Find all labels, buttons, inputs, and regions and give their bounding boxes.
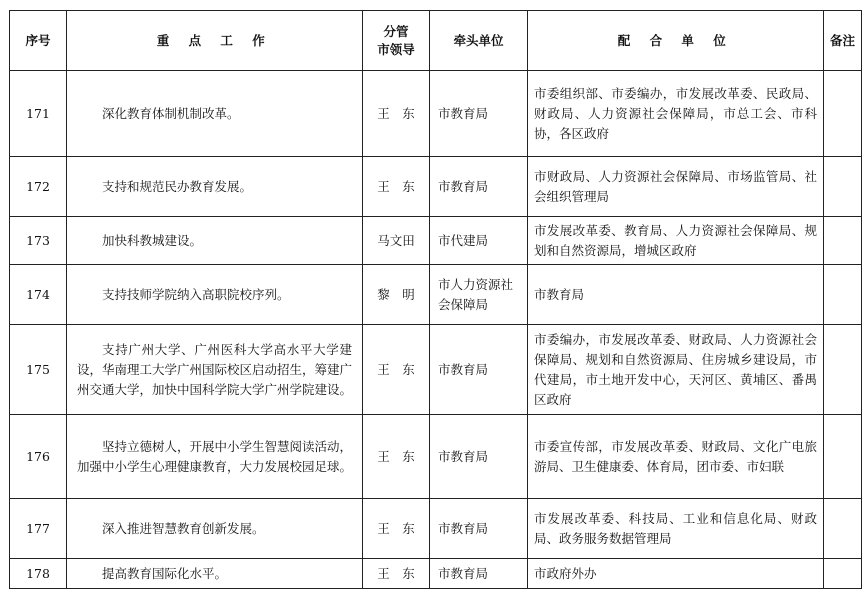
row-work: 支持和规范民办教育发展。 — [67, 157, 363, 217]
row-lead-unit: 市教育局 — [430, 499, 528, 559]
row-lead-unit: 市教育局 — [430, 71, 528, 157]
table-row — [10, 71, 862, 157]
row-work: 深入推进智慧教育创新发展。 — [67, 499, 363, 559]
row-lead-unit: 市教育局 — [430, 325, 528, 415]
row-leader: 王 东 — [363, 499, 430, 559]
table-row — [10, 325, 862, 415]
row-work: 支持技师学院纳入高职院校序列。 — [67, 265, 363, 325]
table-row — [10, 217, 862, 265]
header-row — [10, 11, 862, 71]
row-lead-unit: 市人力资源社会保障局 — [430, 265, 528, 325]
row-no: 172 — [10, 157, 67, 217]
row-leader: 王 东 — [363, 157, 430, 217]
row-work: 提高教育国际化水平。 — [67, 559, 363, 589]
header-no: 序号 — [10, 11, 67, 71]
row-work: 支持广州大学、广州医科大学高水平大学建设，华南理工大学广州国际校区启动招生，筹建广州交通大学，加快中国科学院大学广州学院建设。 — [67, 325, 363, 415]
row-remark — [824, 559, 862, 589]
row-work: 加快科教城建设。 — [67, 217, 363, 265]
row-no: 176 — [10, 415, 67, 499]
row-no: 171 — [10, 71, 67, 157]
row-leader: 黎 明 — [363, 265, 430, 325]
row-coop-units: 市委组织部、市委编办，市发展改革委、民政局、财政局、人力资源社会保障局，市总工会、市科协，各区政府 — [528, 71, 824, 157]
row-no: 174 — [10, 265, 67, 325]
row-no: 175 — [10, 325, 67, 415]
row-coop-units: 市发展改革委、教育局、人力资源社会保障局、规划和自然资源局，增城区政府 — [528, 217, 824, 265]
row-no: 177 — [10, 499, 67, 559]
row-leader: 王 东 — [363, 71, 430, 157]
row-work: 深化教育体制机制改革。 — [67, 71, 363, 157]
table-row — [10, 157, 862, 217]
header-remark: 备注 — [824, 11, 862, 71]
row-work: 坚持立德树人，开展中小学生智慧阅读活动，加强中小学生心理健康教育，大力发展校园足球。 — [67, 415, 363, 499]
row-remark — [824, 71, 862, 157]
row-coop-units: 市发展改革委、科技局、工业和信息化局、财政局、政务服务数据管理局 — [528, 499, 824, 559]
row-remark — [824, 217, 862, 265]
row-lead-unit: 市教育局 — [430, 157, 528, 217]
table-row — [10, 499, 862, 559]
row-no: 178 — [10, 559, 67, 589]
row-no: 173 — [10, 217, 67, 265]
row-remark — [824, 157, 862, 217]
row-remark — [824, 499, 862, 559]
row-lead-unit: 市教育局 — [430, 559, 528, 589]
table-row — [10, 559, 862, 589]
header-coop-units: 配 合 单 位 — [528, 11, 824, 71]
row-leader: 马文田 — [363, 217, 430, 265]
row-leader: 王 东 — [363, 415, 430, 499]
header-lead-unit: 牵头单位 — [430, 11, 528, 71]
row-lead-unit: 市代建局 — [430, 217, 528, 265]
row-leader: 王 东 — [363, 325, 430, 415]
row-coop-units: 市委编办，市发展改革委、财政局、人力资源社会保障局、规划和自然资源局、住房城乡建设局，市代建局，市土地开发中心，天河区、黄埔区、番禺区政府 — [528, 325, 824, 415]
row-coop-units: 市财政局、人力资源社会保障局、市场监管局、社会组织管理局 — [528, 157, 824, 217]
row-coop-units: 市教育局 — [528, 265, 824, 325]
row-lead-unit: 市教育局 — [430, 415, 528, 499]
table-row — [10, 415, 862, 499]
row-coop-units: 市政府外办 — [528, 559, 824, 589]
row-leader: 王 东 — [363, 559, 430, 589]
row-remark — [824, 265, 862, 325]
header-leader: 分管 市领导 — [363, 11, 430, 71]
row-coop-units: 市委宣传部，市发展改革委、财政局、文化广电旅游局、卫生健康委、体育局，团市委、市妇联 — [528, 415, 824, 499]
row-remark — [824, 325, 862, 415]
header-work: 重 点 工 作 — [67, 11, 363, 71]
table-row — [10, 265, 862, 325]
row-remark — [824, 415, 862, 499]
work-table — [9, 10, 862, 589]
